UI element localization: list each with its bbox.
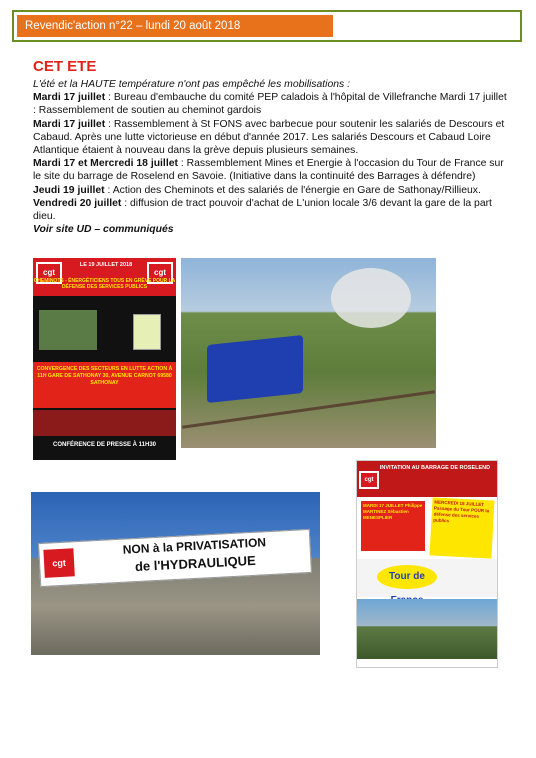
item-date: Mardi 17 juillet [33, 118, 106, 130]
item-text: : Bureau d'embauche du comité PEP caladois à l'hôpital de Villefranche Mardi 17 juillet : Rassemblement de soutien au cheminot gardois [33, 92, 507, 117]
banner-line-1: NON à la PRIVATISATION [122, 535, 267, 557]
item-date: Mardi 17 juillet [33, 92, 106, 104]
article-body [33, 78, 511, 236]
poster-action-text: CONVERGENCE DES SECTEURS EN LUTTE ACTION À 11H GARE DE SATHONAY 30, AVENUE CARNOT 69580 SATHONAY [36, 366, 173, 386]
poster-card [133, 314, 161, 350]
list-item [33, 118, 511, 158]
strike-poster-image [33, 258, 176, 460]
item-text: : Rassemblement à St FONS avec barbecue pour soutenir les salariés de Descours et Cabaud. Après une lutte victorieuse en début d'année 2017. Les salariés Descours et Cabaud Loire Atlantique étaient à nouveau dans la grève depuis plusieurs semaines. [33, 118, 505, 157]
header-title: Revendic'action n°22 – lundi 20 août 2018 [17, 15, 333, 37]
poster-crowd-strip [33, 410, 176, 436]
item-date: Vendredi 20 juillet [33, 197, 122, 209]
item-text: : Rassemblement Mines et Energie à l'occasion du Tour de France sur le site du barrage de Roselend en Savoie. (Initiative dans la continuité des Barrages à défendre) [33, 158, 504, 183]
poster-box-wednesday: MERCREDI 18 JUILLET Passage du Tour POUR la défense des services publics [430, 497, 495, 558]
item-text: : Action des Cheminots et des salariés de l'énergie en Gare de Sathonay/Rillieux. [104, 184, 481, 196]
blue-rail-car [207, 335, 303, 403]
list-item [33, 184, 511, 197]
list-item [33, 157, 511, 183]
intro-text: L'été et la HAUTE température n'ont pas empêché les mobilisations : [33, 79, 351, 90]
item-date: Jeudi 19 juillet [33, 184, 105, 196]
cgt-logo: cgt [43, 548, 74, 578]
smoke-cloud [331, 268, 411, 328]
poster-train-photo [39, 310, 97, 350]
mountain-photo [357, 599, 497, 659]
page-title: CET ETE [33, 58, 97, 75]
protest-banner [38, 529, 312, 587]
roselend-poster-image [356, 460, 498, 668]
poster-date: LE 19 JUILLET 2018 [79, 262, 133, 268]
poster-box-tuesday: MARDI 17 JUILLET Philippe MARTINEZ Sébastien MENESPLIER [361, 501, 425, 551]
cgt-logo: cgt [36, 262, 62, 284]
tour-de-france-logo: Tour de [377, 565, 437, 589]
dam-banner-photo [31, 492, 320, 655]
poster-subtitle: CHEMINOTS - ÉNERGÉTICIENS TOUS EN GRÈVE POUR LA DÉFENSE DES SERVICES PUBLICS [33, 278, 176, 290]
list-item [33, 91, 511, 117]
poster-title: INVITATION AU BARRAGE DE ROSELEND [379, 465, 491, 471]
item-text: : diffusion de tract pouvoir d'achat de L'union locale 3/6 devant la gare de la part dieu. [33, 197, 492, 223]
item-date: Mardi 17 et Mercredi 18 juillet [33, 158, 178, 170]
train-demonstration-photo [181, 258, 436, 448]
cgt-logo: cgt [147, 262, 173, 284]
ud-site-link[interactable]: Voir site UD – communiqués [33, 224, 174, 236]
list-item [33, 197, 511, 223]
poster-press-conference: CONFÉRENCE DE PRESSE À 11H30 [52, 442, 157, 448]
newsletter-header [12, 10, 522, 42]
cgt-logo: cgt [359, 471, 379, 489]
banner-line-2: de l'HYDRAULIQUE [134, 552, 257, 575]
